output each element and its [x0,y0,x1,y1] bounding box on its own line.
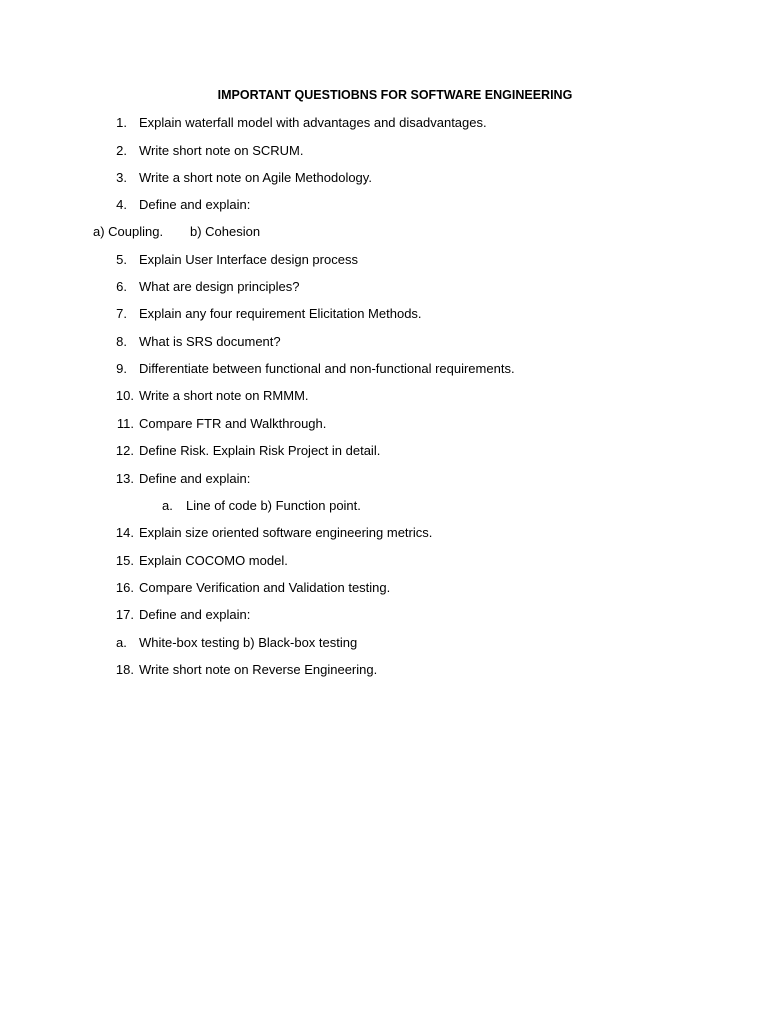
page-title: IMPORTANT QUESTIOBNS FOR SOFTWARE ENGINEERING [217,88,573,102]
question-text: Define Risk. Explain Risk Project in detail. [139,443,381,458]
question-text: Write short note on Reverse Engineering. [139,662,378,677]
question-number: 5. [116,252,127,267]
question-number: 11. [116,416,134,431]
question-text: Compare FTR and Walkthrough. [139,416,327,431]
question-number: 1. [116,115,127,130]
question-number: 16. [115,580,134,595]
question-number: 9. [116,361,127,376]
question-number: 15. [115,553,134,568]
question-number: 13. [115,471,134,486]
sub-item-a: a) Coupling. [93,224,164,239]
question-text: Explain COCOMO model. [139,553,288,568]
question-number: 17. [115,607,134,622]
question-number: 8. [116,334,127,349]
question-text: Write a short note on Agile Methodology. [139,170,372,185]
question-text: Explain User Interface design process [139,252,358,267]
question-text: Explain any four requirement Elicitation Methods. [139,306,422,321]
question-text: What are design principles? [139,279,300,294]
question-number: 6. [116,279,127,294]
question-number: 18. [115,662,134,677]
sub-item-marker: a. [162,498,173,513]
question-text: Define and explain: [139,607,251,622]
question-text: Differentiate between functional and non-functional requirements. [139,361,515,376]
sub-item-b: b) Cohesion [190,224,261,239]
sub-item-text: Line of code b) Function point. [186,498,361,513]
question-number: 14. [115,525,134,540]
question-number: 2. [116,143,127,158]
question-number: 10. [115,388,134,403]
question-text: Define and explain: [139,197,251,212]
question-number: 7. [116,306,127,321]
sub-item-marker: a. [116,635,127,650]
question-text: Define and explain: [139,471,251,486]
question-text: Write short note on SCRUM. [139,143,304,158]
question-text: Explain waterfall model with advantages and disadvantages. [139,115,487,130]
sub-item-text: White-box testing b) Black-box testing [139,635,358,650]
question-number: 12. [115,443,134,458]
question-text: Write a short note on RMMM. [139,388,309,403]
question-text: Explain size oriented software engineering metrics. [139,525,433,540]
question-number: 3. [116,170,127,185]
question-text: Compare Verification and Validation testing. [139,580,391,595]
question-text: What is SRS document? [139,334,281,349]
question-number: 4. [116,197,127,212]
